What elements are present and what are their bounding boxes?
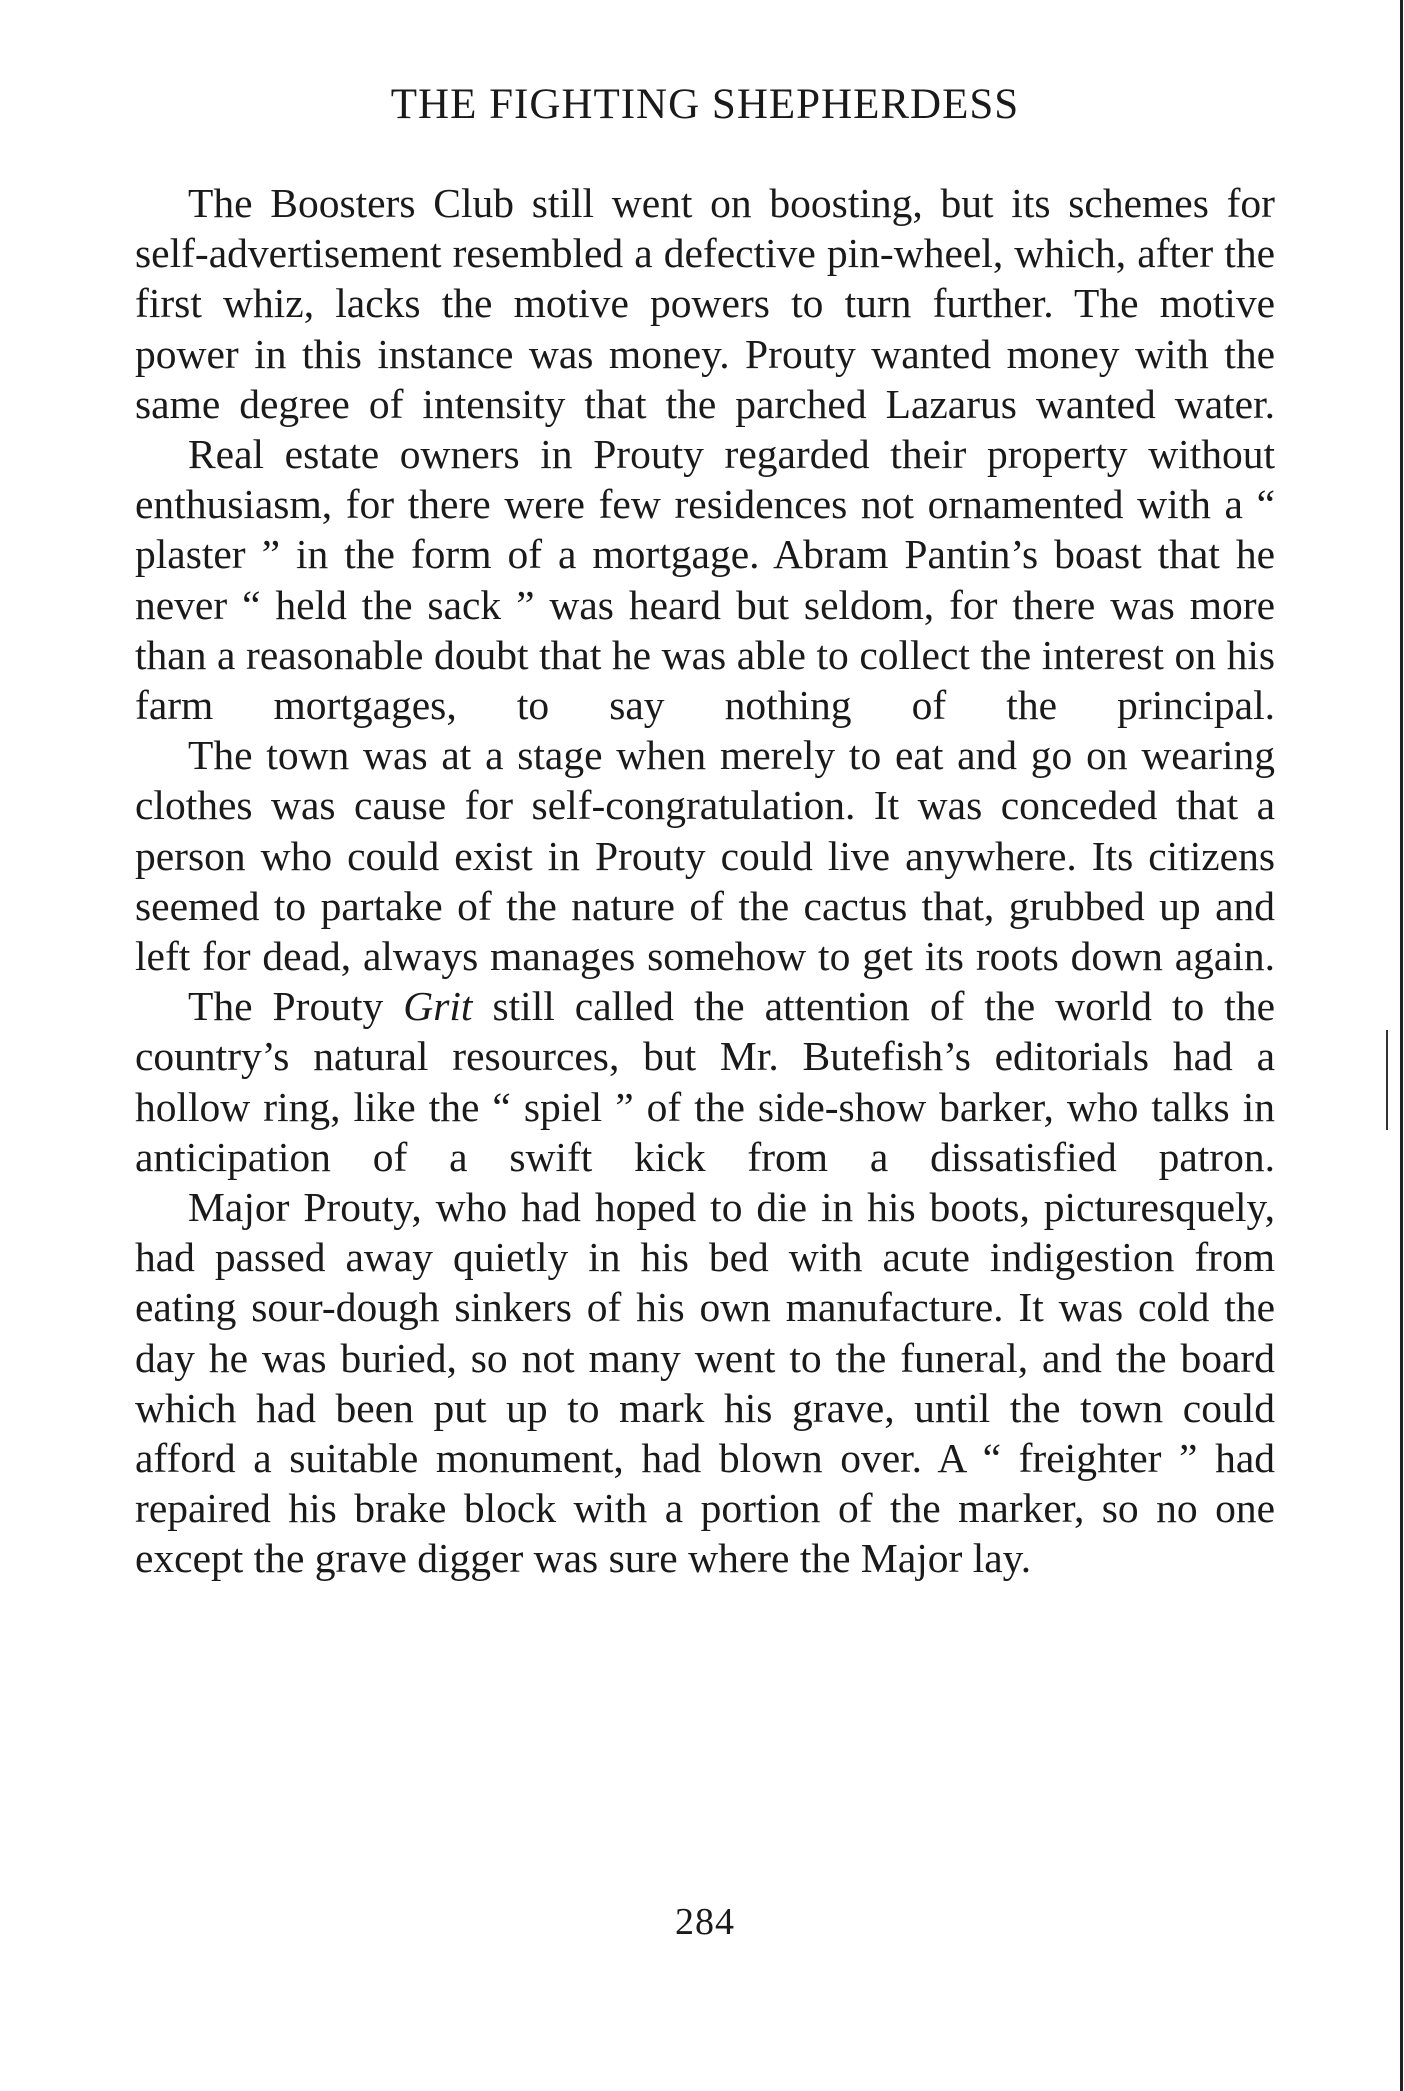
margin-mark: [1386, 1030, 1388, 1130]
paragraph-boosters-club: The Boosters Club still went on boosting, but its schemes for self-advertisement resembled a defective pin-wheel, which, after the first whiz, lacks the motive powers to turn further. The motive power in this instance was money. Prouty wanted money with the same degree of intensity that the parched Lazarus wanted water.: [135, 180, 1275, 427]
paragraph-prouty-grit: [135, 981, 1275, 1182]
paragraph-prouty-grit-after: still called the attention of the world to the country’s natural resources, but Mr. Butefish’s editorials had a hollow ring, like the “ spiel ” of the side-show barker, who talks in anticipation of a swift kick from a dissatisfied patron.: [135, 983, 1276, 1180]
paragraph-real-estate: Real estate owners in Prouty regarded their property without enthusiasm, for there were few residences not ornamented with a “ plaster ” in the form of a mortgage. Abram Pantin’s boast that he never “ held the sack ” was heard but seldom, for there was more than a reasonable doubt that he was able to collect the interest on his farm mortgages, to say nothing of the principal.: [135, 431, 1275, 729]
paragraph-prouty-grit-before: The Prouty: [188, 983, 404, 1030]
paragraph-major-prouty: Major Prouty, who had hoped to die in his boots, picturesquely, had passed away quietly in his bed with acute indigestion from eating sour-dough sinkers of his own manufacture. It was cold the day he was buried, so not many went to the funeral, and the board which had been put up to mark his grave, until the town could afford a suitable monument, had blown over. A “ freighter ” had repaired his brake block with a portion of the marker, so no one except the grave digger was sure where the Major lay.: [135, 1184, 1275, 1582]
newspaper-title: Grit: [403, 983, 473, 1030]
running-head: THE FIGHTING SHEPHERDESS: [390, 81, 1020, 128]
paragraph-town-stage: The town was at a stage when merely to eat and go on wearing clothes was cause for self-congratulation. It was conceded that a person who could exist in Prouty could live anywhere. Its citizens seemed to partake of the nature of the cactus that, grubbed up and left for dead, always manages somehow to get its roots down again.: [135, 732, 1275, 980]
page-number: 284: [675, 1901, 735, 1943]
body-text: [135, 178, 1275, 1584]
page-edge-line: [1400, 0, 1403, 2091]
